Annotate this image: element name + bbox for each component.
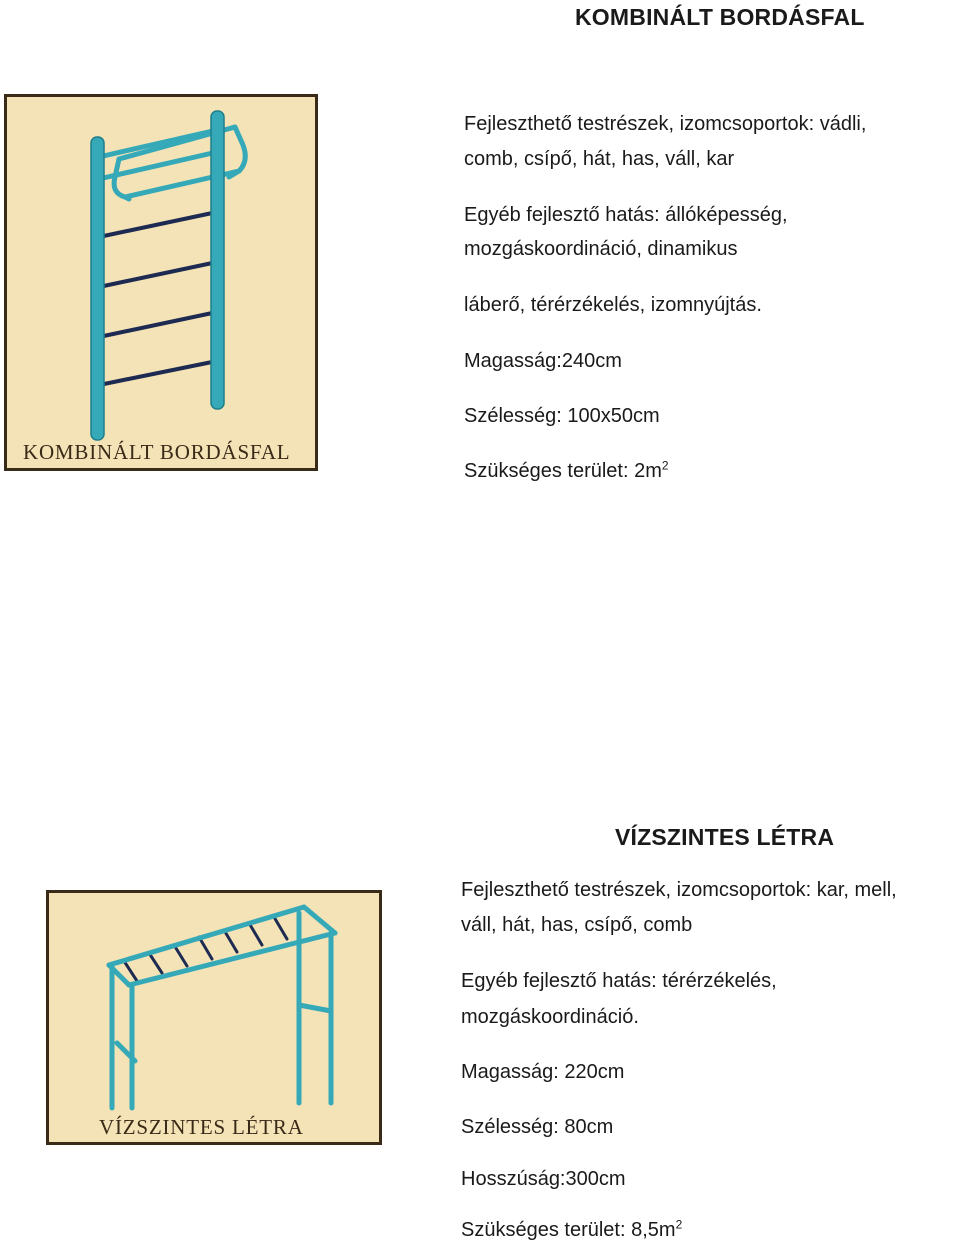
area-spec [464,453,669,489]
horizontal-ladder-illustration [49,893,379,1142]
effects-line-1: Egyéb fejlesztő hatás: térérzékelés, [461,970,777,992]
effects-line-2: mozgáskoordináció. [461,1006,639,1028]
area-spec-text: Szükséges terület: 8,5m [461,1219,676,1241]
height-spec: Magasság: 220cm [461,1061,625,1083]
bordasfal-image [4,94,318,471]
area-superscript: 2 [675,1217,683,1232]
section-title-vizszintes-letra: VÍZSZINTES LÉTRA [615,824,835,850]
length-spec: Hosszúság:300cm [461,1168,626,1190]
effects-line-3: láberő, térérzékelés, izomnyújtás. [464,294,762,316]
height-spec: Magasság:240cm [464,350,622,372]
section-title-bordasfal: KOMBINÁLT BORDÁSFAL [575,4,865,30]
body-parts-line-2: comb, csípő, hát, has, váll, kar [464,148,735,170]
width-spec: Szélesség: 100x50cm [464,405,660,427]
effects-line-1: Egyéb fejlesztő hatás: állóképesség, [464,204,788,226]
body-parts-line-1: Fejleszthető testrészek, izomcsoportok: kar, mell, [461,879,897,901]
area-spec-text: Szükséges terület: 2m [464,460,662,482]
area-superscript: 2 [661,458,669,473]
vizszintes-letra-image [46,890,382,1145]
effects-line-2: mozgáskoordináció, dinamikus [464,238,738,260]
width-spec: Szélesség: 80cm [461,1116,614,1138]
image-caption: KOMBINÁLT BORDÁSFAL [23,440,291,464]
wall-bars-illustration [7,97,315,468]
body-parts-line-2: váll, hát, has, csípő, comb [461,914,693,936]
body-parts-line-1: Fejleszthető testrészek, izomcsoportok: vádli, [464,113,867,135]
image-caption: VÍZSZINTES LÉTRA [99,1115,304,1139]
